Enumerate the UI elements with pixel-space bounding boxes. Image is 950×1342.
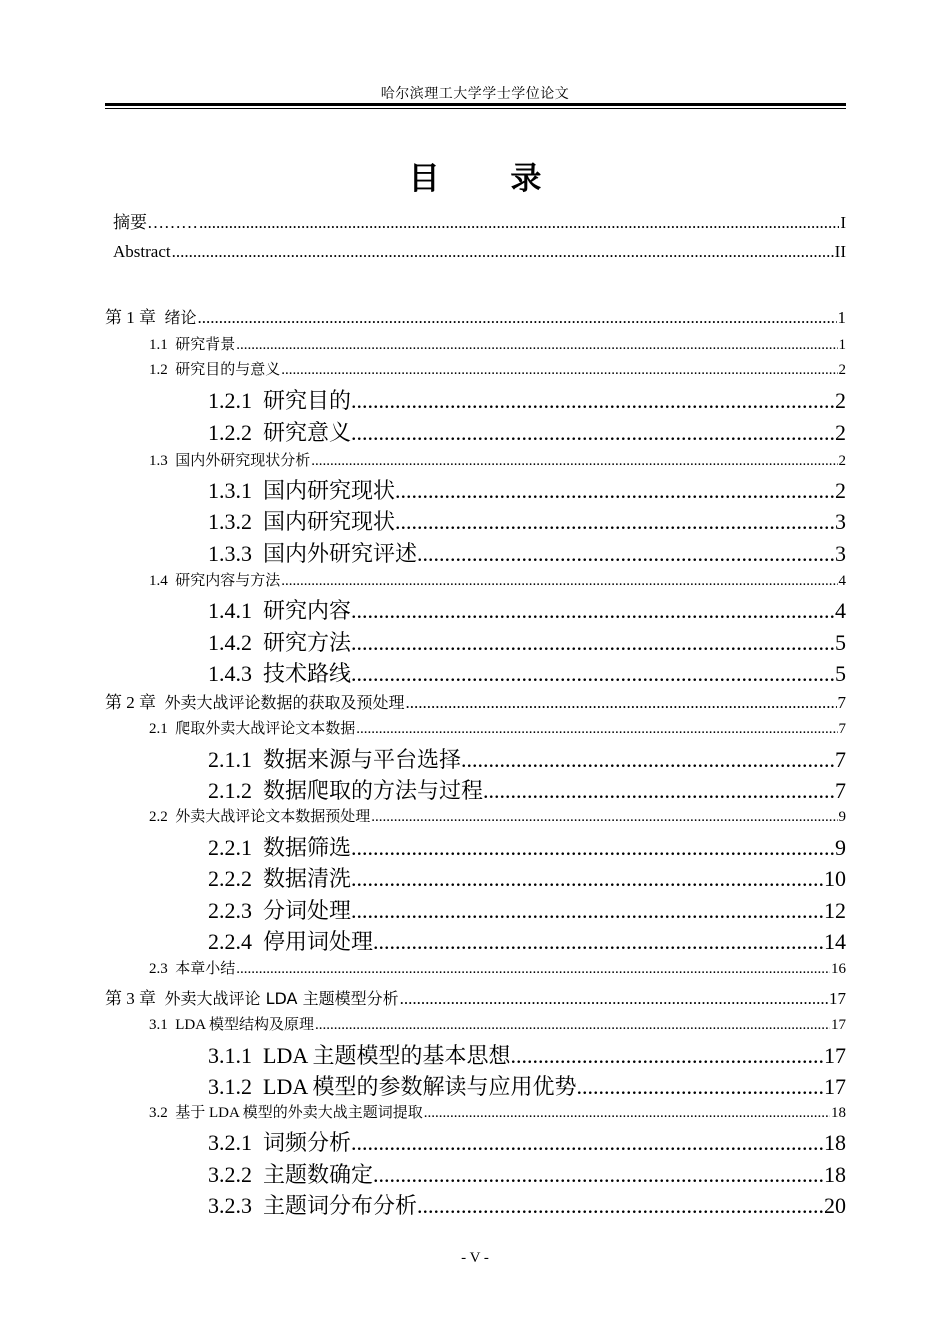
toc-entry-sub[interactable] xyxy=(208,594,846,625)
toc-entry-title: 研究目的与意义 xyxy=(175,362,281,378)
toc-entry-number: 1.3.1 xyxy=(208,478,263,503)
toc-entry-number: 1.1 xyxy=(149,337,176,353)
toc-entry-number: 3.2 xyxy=(149,1105,176,1121)
toc-dot-leader xyxy=(351,630,834,656)
toc-entry-page: 3 xyxy=(835,541,846,566)
toc-entry-sub[interactable] xyxy=(208,474,846,505)
toc-entry-page: 3 xyxy=(835,509,846,534)
toc-dot-leader xyxy=(483,778,834,804)
toc-dot-leader xyxy=(281,362,837,379)
toc-entry-number: 3.1.2 xyxy=(208,1074,263,1099)
toc-entry-title: 主题数确定 xyxy=(263,1162,374,1187)
toc-entry-number: 2.2 xyxy=(149,809,176,825)
toc-dot-leader xyxy=(461,747,834,773)
toc-entry-title: 停用词处理 xyxy=(263,929,374,954)
toc-entry-title: 主题词分布分析 xyxy=(263,1193,418,1218)
toc-dot-leader xyxy=(406,693,837,713)
toc-entry-page: 12 xyxy=(824,898,846,923)
toc-entry-page: 17 xyxy=(829,989,846,1008)
toc-dot-leader xyxy=(172,242,834,262)
toc-entry-number: 3.2.1 xyxy=(208,1130,263,1155)
toc-entry-sec[interactable] xyxy=(149,1013,846,1034)
toc-entry-sec[interactable] xyxy=(149,717,846,738)
toc-dot-leader xyxy=(351,1130,823,1156)
toc-entry-number: 2.1.2 xyxy=(208,778,263,803)
toc-entry-sec[interactable] xyxy=(149,449,846,470)
page-number: - V - xyxy=(461,1250,489,1266)
toc-entry-number: 第 3 章 xyxy=(105,989,165,1008)
toc-entry-number: 3.1.1 xyxy=(208,1043,263,1068)
toc-entry-page: 10 xyxy=(824,866,846,891)
toc-entry-number: 2.1 xyxy=(149,721,176,737)
toc-entry-title: 外卖大战评论文本数据预处理 xyxy=(175,809,371,825)
toc-entry-page: 4 xyxy=(838,573,846,589)
toc-entry-page: 18 xyxy=(824,1130,846,1155)
toc-dot-leader xyxy=(395,509,834,535)
toc-entry-page: 4 xyxy=(835,598,846,623)
toc-entry-sec[interactable] xyxy=(149,957,846,978)
toc-dot-leader xyxy=(351,835,834,861)
toc-entry-title: 摘要……… xyxy=(113,213,198,232)
toc-dot-leader xyxy=(351,898,823,924)
toc-entry-number: 2.1.1 xyxy=(208,747,263,772)
toc-entry-page: 2 xyxy=(838,453,846,469)
toc-entry-number: 1.4 xyxy=(149,573,176,589)
toc-entry-front[interactable] xyxy=(113,242,846,262)
header-rule-thick xyxy=(105,103,846,106)
toc-entry-title: Abstract xyxy=(113,242,171,261)
toc-dot-leader xyxy=(198,308,837,328)
toc-entry-title: 国内外研究现状分析 xyxy=(175,453,311,469)
toc-entry-title: 数据爬取的方法与过程 xyxy=(263,778,484,803)
toc-entry-page: 9 xyxy=(838,809,846,825)
toc-entry-page: 2 xyxy=(838,362,846,378)
toc-dot-leader xyxy=(199,213,839,233)
toc-dot-leader xyxy=(373,929,823,955)
toc-entry-title: 爬取外卖大战评论文本数据 xyxy=(175,721,356,737)
toc-entry-title: LDA 模型结构及原理 xyxy=(175,1017,315,1033)
toc-entry-title: 基于 LDA 模型的外卖大战主题词提取 xyxy=(175,1105,423,1121)
toc-entry-title: LDA 主题模型的基本思想 xyxy=(263,1043,511,1068)
toc-entry-sec[interactable] xyxy=(149,569,846,590)
toc-dot-leader xyxy=(395,478,834,504)
toc-dot-leader xyxy=(511,1043,823,1069)
toc-entry-title: 绪论 xyxy=(164,308,197,327)
toc-entry-sub[interactable] xyxy=(208,774,846,805)
toc-entry-title: 研究方法 xyxy=(263,630,352,655)
toc-entry-page: 17 xyxy=(831,1017,846,1033)
toc-dot-leader xyxy=(417,1193,823,1219)
toc-entry-sub[interactable] xyxy=(208,384,846,415)
toc-entry-title: 词频分析 xyxy=(263,1130,352,1155)
toc-dot-leader xyxy=(417,541,834,567)
toc-entry-title: 数据清洗 xyxy=(263,866,352,891)
toc-entry-page: 2 xyxy=(835,420,846,445)
toc-entry-page: 18 xyxy=(831,1105,846,1121)
toc-entry-sub[interactable] xyxy=(208,1126,846,1157)
toc-dot-leader xyxy=(351,420,834,446)
toc-entry-page: 5 xyxy=(835,630,846,655)
toc-entry-title: 数据来源与平台选择 xyxy=(263,747,462,772)
toc-dot-leader xyxy=(424,1105,830,1122)
toc-dot-leader xyxy=(351,661,834,687)
toc-entry-title: 本章小结 xyxy=(175,961,236,977)
toc-entry-number: 第 2 章 xyxy=(105,693,165,712)
toc-dot-leader xyxy=(281,573,837,590)
toc-entry-number: 1.4.1 xyxy=(208,598,263,623)
toc-entry-page: 7 xyxy=(837,693,846,712)
toc-entry-sec[interactable] xyxy=(149,358,846,379)
toc-entry-number: 2.2.1 xyxy=(208,835,263,860)
toc-entry-sub[interactable] xyxy=(208,862,846,893)
toc-entry-sub[interactable] xyxy=(208,537,846,568)
toc-entry-title: 外卖大战评论数据的获取及预处理 xyxy=(164,693,405,712)
toc-entry-page: 17 xyxy=(824,1043,846,1068)
toc-entry-number: 1.3.2 xyxy=(208,509,263,534)
toc-entry-number: 1.2.1 xyxy=(208,388,263,413)
toc-dot-leader xyxy=(351,598,834,624)
toc-entry-sec[interactable] xyxy=(149,1101,846,1122)
toc-entry-sub[interactable] xyxy=(208,925,846,956)
toc-entry-title: 国内研究现状 xyxy=(263,509,396,534)
toc-entry-title: 外卖大战评论 LDA 主题模型分析 xyxy=(164,989,399,1008)
toc-entry-sub[interactable] xyxy=(208,894,846,925)
toc-dot-leader xyxy=(400,989,828,1009)
toc-entry-number: 2.2.4 xyxy=(208,929,263,954)
toc-entry-number: 第 1 章 xyxy=(105,308,165,327)
toc-entry-page: I xyxy=(840,213,846,232)
toc-entry-number: 1.3.3 xyxy=(208,541,263,566)
toc-entry-page: 1 xyxy=(838,337,846,353)
toc-entry-page: 2 xyxy=(835,478,846,503)
toc-entry-sub[interactable] xyxy=(208,1039,846,1070)
header-rule-thin xyxy=(105,108,846,109)
toc-entry-page: 7 xyxy=(835,778,846,803)
toc-entry-number: 3.1 xyxy=(149,1017,176,1033)
toc-entry-number: 1.4.2 xyxy=(208,630,263,655)
toc-entry-sub[interactable] xyxy=(208,1158,846,1189)
toc-entry-sub[interactable] xyxy=(208,1189,846,1220)
toc-dot-leader xyxy=(373,1162,823,1188)
toc-dot-leader xyxy=(371,809,837,826)
toc-entry-title: 研究背景 xyxy=(175,337,236,353)
toc-entry-title: 研究意义 xyxy=(263,420,352,445)
toc-entry-sec[interactable] xyxy=(149,805,846,826)
toc-entry-title: 研究内容与方法 xyxy=(175,573,281,589)
toc-entry-title: 国内外研究评述 xyxy=(263,541,418,566)
toc-entry-number: 2.3 xyxy=(149,961,176,977)
toc-entry-chap[interactable] xyxy=(105,984,846,1009)
toc-entry-title: 研究目的 xyxy=(263,388,352,413)
toc-entry-title: 国内研究现状 xyxy=(263,478,396,503)
toc-entry-sub[interactable] xyxy=(208,743,846,774)
toc-entry-page: 7 xyxy=(835,747,846,772)
toc-entry-number: 1.4.3 xyxy=(208,661,263,686)
running-header: 哈尔滨理工大学学士学位论文 xyxy=(380,87,570,102)
toc-entry-sub[interactable] xyxy=(208,416,846,447)
toc-entry-chap[interactable] xyxy=(105,688,846,713)
toc-entry-number: 3.2.2 xyxy=(208,1162,263,1187)
toc-entry-page: 1 xyxy=(837,308,846,327)
toc-entry-title: 数据筛选 xyxy=(263,835,352,860)
toc-entry-page: 16 xyxy=(831,961,846,977)
toc-entry-sub[interactable] xyxy=(208,831,846,862)
toc-dot-leader xyxy=(311,453,837,470)
toc-entry-number: 1.3 xyxy=(149,453,176,469)
toc-dot-leader xyxy=(351,388,834,414)
toc-dot-leader xyxy=(351,866,823,892)
toc-entry-sub[interactable] xyxy=(208,626,846,657)
toc-entry-page: 20 xyxy=(824,1193,846,1218)
toc-entry-page: 14 xyxy=(824,929,846,954)
toc-entry-number: 2.2.3 xyxy=(208,898,263,923)
toc-entry-page: 5 xyxy=(835,661,846,686)
toc-entry-page: 9 xyxy=(835,835,846,860)
toc-entry-sub[interactable] xyxy=(208,657,846,688)
toc-entry-title: 研究内容 xyxy=(263,598,352,623)
toc-entry-chap[interactable] xyxy=(105,303,846,328)
toc-entry-number: 1.2 xyxy=(149,362,176,378)
toc-entry-title: 技术路线 xyxy=(263,661,352,686)
toc-entry-page: 7 xyxy=(838,721,846,737)
toc-dot-leader xyxy=(236,337,837,354)
toc-entry-page: 2 xyxy=(835,388,846,413)
toc-entry-page: 17 xyxy=(824,1074,846,1099)
toc-entry-page: 18 xyxy=(824,1162,846,1187)
toc-entry-number: 1.2.2 xyxy=(208,420,263,445)
toc-dot-leader xyxy=(236,961,830,978)
toc-entry-title: LDA 模型的参数解读与应用优势 xyxy=(263,1074,577,1099)
toc-dot-leader xyxy=(577,1074,823,1100)
toc-entry-sub[interactable] xyxy=(208,505,846,536)
toc-title: 目 录 xyxy=(408,161,572,197)
toc-dot-leader xyxy=(356,721,837,738)
toc-entry-front[interactable] xyxy=(113,208,846,233)
toc-entry-number: 2.2.2 xyxy=(208,866,263,891)
toc-entry-sub[interactable] xyxy=(208,1070,846,1101)
toc-entry-sec[interactable] xyxy=(149,333,846,354)
toc-entry-page: II xyxy=(834,242,846,261)
toc-entry-title: 分词处理 xyxy=(263,898,352,923)
toc-entry-number: 3.2.3 xyxy=(208,1193,263,1218)
toc-dot-leader xyxy=(315,1017,830,1034)
